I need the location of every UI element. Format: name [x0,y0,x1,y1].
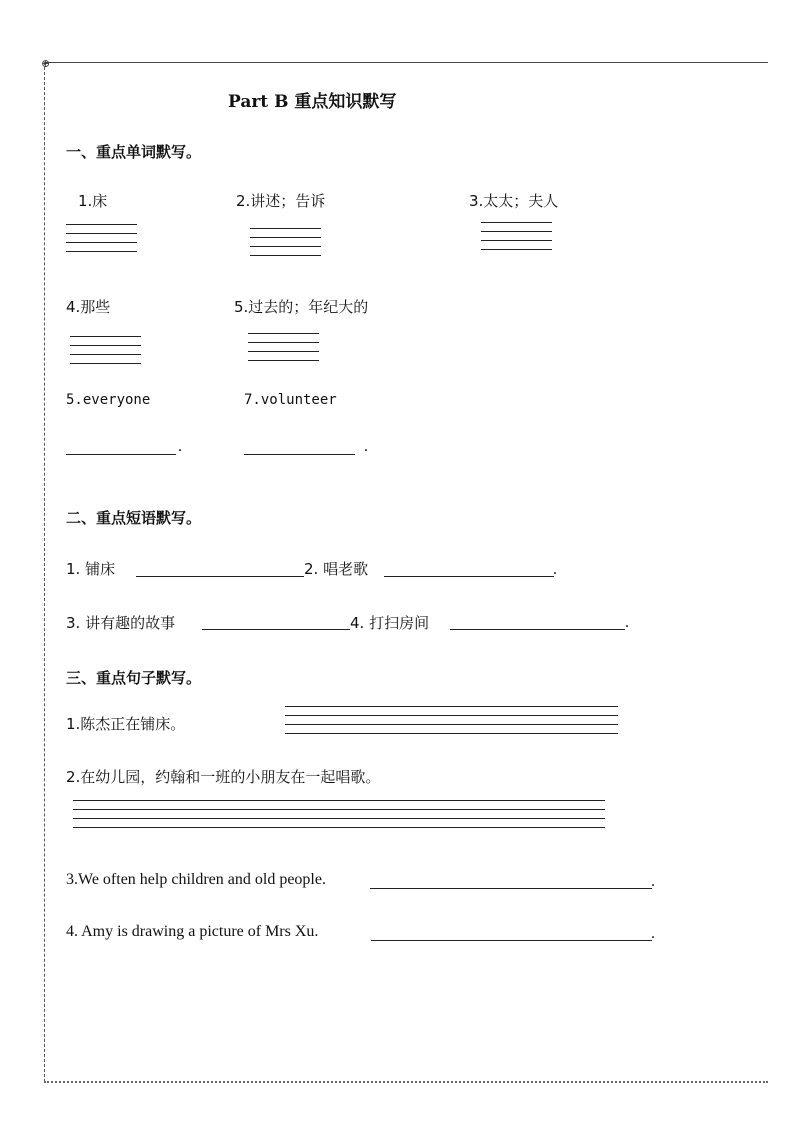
word-6-answer-line[interactable] [66,440,176,455]
sentence-4-period: . [651,925,655,942]
word-6-period: . [178,438,182,455]
section-1-heading: 一、重点单词默写。 [66,143,202,161]
section-3-heading: 三、重点句子默写。 [66,669,202,687]
word-1-writing-lines[interactable] [66,224,137,260]
page-bottom-border [44,1081,768,1083]
section-2-heading: 二、重点短语默写。 [66,509,202,527]
sentence-4-prompt: 4. Amy is drawing a picture of Mrs Xu. [66,923,319,940]
word-7-prompt: 7.volunteer [244,392,337,408]
word-5-prompt: 5.过去的；年纪大的 [234,298,369,316]
phrase-4-prompt: 4. 打扫房间 [350,614,430,632]
word-2-prompt: 2.讲述；告诉 [236,192,326,210]
page-title: Part B 重点知识默写 [228,92,397,112]
phrase-3-prompt: 3. 讲有趣的故事 [66,614,176,632]
phrase-1-answer-line[interactable] [136,562,304,577]
word-3-prompt: 3.太太；夫人 [469,192,559,210]
phrase-3-answer-line[interactable] [202,615,350,630]
sentence-1-writing-lines[interactable] [285,706,618,742]
phrase-1-prompt: 1. 铺床 [66,560,116,578]
word-2-writing-lines[interactable] [250,228,321,264]
sentence-3-answer-line[interactable] [370,874,652,889]
sentence-2-writing-lines[interactable] [73,800,605,836]
word-5-writing-lines[interactable] [248,333,319,369]
word-4-prompt: 4.那些 [66,298,111,316]
word-3-writing-lines[interactable] [481,222,552,258]
sentence-2-prompt: 2.在幼儿园，约翰和一班的小朋友在一起唱歌。 [66,768,381,786]
word-7-period: . [364,438,368,455]
anchor-icon: ⊕ [41,57,51,70]
sentence-3-period: . [651,873,655,890]
sentence-4-answer-line[interactable] [371,926,652,941]
word-7-answer-line[interactable] [244,440,355,455]
phrase-4-period: . [625,614,629,631]
word-1-prompt: 1.床 [78,192,108,210]
sentence-1-prompt: 1.陈杰正在铺床。 [66,715,186,733]
word-6-prompt: 5.everyone [66,392,151,408]
page-left-border [44,62,45,1082]
phrase-2-prompt: 2. 唱老歌 [304,560,369,578]
phrase-2-period: . [553,561,557,578]
page-top-border [44,62,768,63]
sentence-3-prompt: 3.We often help children and old people. [66,871,326,888]
word-4-writing-lines[interactable] [70,336,141,372]
phrase-4-answer-line[interactable] [450,615,625,630]
phrase-2-answer-line[interactable] [384,562,554,577]
